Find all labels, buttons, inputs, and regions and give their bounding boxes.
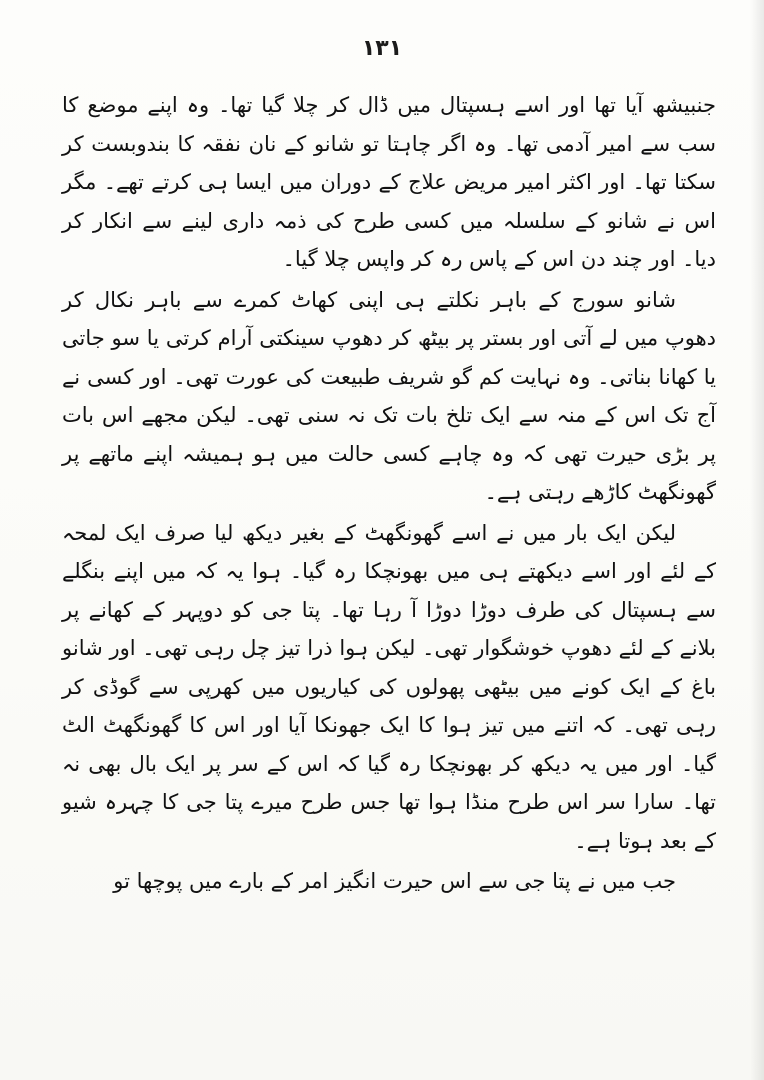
- body-text: [62, 86, 716, 903]
- paragraph-3: لیکن ایک بار میں نے اسے گھونگھٹ کے بغیر دیکھ لیا صرف ایک لمحہ کے لئے اور اسے دیکھتے ہی میں بھونچکا رہ گیا۔ ہوا یہ کہ میں اپنے بنگلے سے ہسپتال کی طرف دوڑا دوڑا آ رہا تھا۔ پتا جی کو دوپہر کے کھانے پر بلانے کے لئے دھوپ خوشگوار تھی۔ لیکن ہوا ذرا تیز چل رہی تھی۔ اور شانو باغ کے ایک کونے میں بیٹھی پھولوں کی کیاریوں میں کھرپی سے گوڈی کر رہی تھی۔ کہ اتنے میں تیز ہوا کا ایک جھونکا آیا اور اس کا گھونگھٹ الٹ گیا۔ اور میں یہ دیکھ کر بھونچکا رہ گیا کہ اس کے سر پر ایک بال بھی نہ تھا۔ سارا سر اس طرح منڈا ہوا تھا جس طرح میرے پتا جی کا چہرہ شیو کے بعد ہوتا ہے۔: [62, 520, 716, 853]
- paragraph-4: جب میں نے پتا جی سے اس حیرت انگیز امر کے بارے میں پوچھا تو: [113, 869, 676, 893]
- paragraph-2: شانو سورج کے باہر نکلتے ہی اپنی کھاٹ کمرے سے باہر نکال کر دھوپ میں لے آتی اور بستر پر بیٹھ کر دھوپ سینکتی آرام کرتی یا سو جاتی یا کھانا بناتی۔ وہ نہایت کم گو شریف طبیعت کی عورت تھی۔ اور کسی نے آج تک اس کے منہ سے ایک تلخ بات تک نہ سنی تھی۔ لیکن مجھے اس بات پر بڑی حیرت تھی کہ وہ چاہے کسی حالت میں ہو ہمیشہ اپنے ماتھے پر گھونگھٹ کاڑھے رہتی ہے۔: [62, 287, 716, 504]
- page-edge-shadow: [750, 0, 764, 1080]
- paragraph-1: جنبیشھ آیا تھا اور اسے ہسپتال میں ڈال کر چلا گیا تھا۔ وہ اپنے موضع کا سب سے امیر آدمی تھا۔ وہ اگر چاہتا تو شانو کے نان نفقہ کا بندوبست کر سکتا تھا۔ اور اکثر امیر مریض علاج کے دوران میں ایسا ہی کرتے تھے۔ مگر اس نے شانو کے سلسلہ میں کسی طرح کی ذمہ داری لینے سے انکار کر دیا۔ اور چند دن اس کے پاس رہ کر واپس چلا گیا۔: [62, 93, 716, 271]
- page-number: ۱۳۱: [361, 36, 403, 61]
